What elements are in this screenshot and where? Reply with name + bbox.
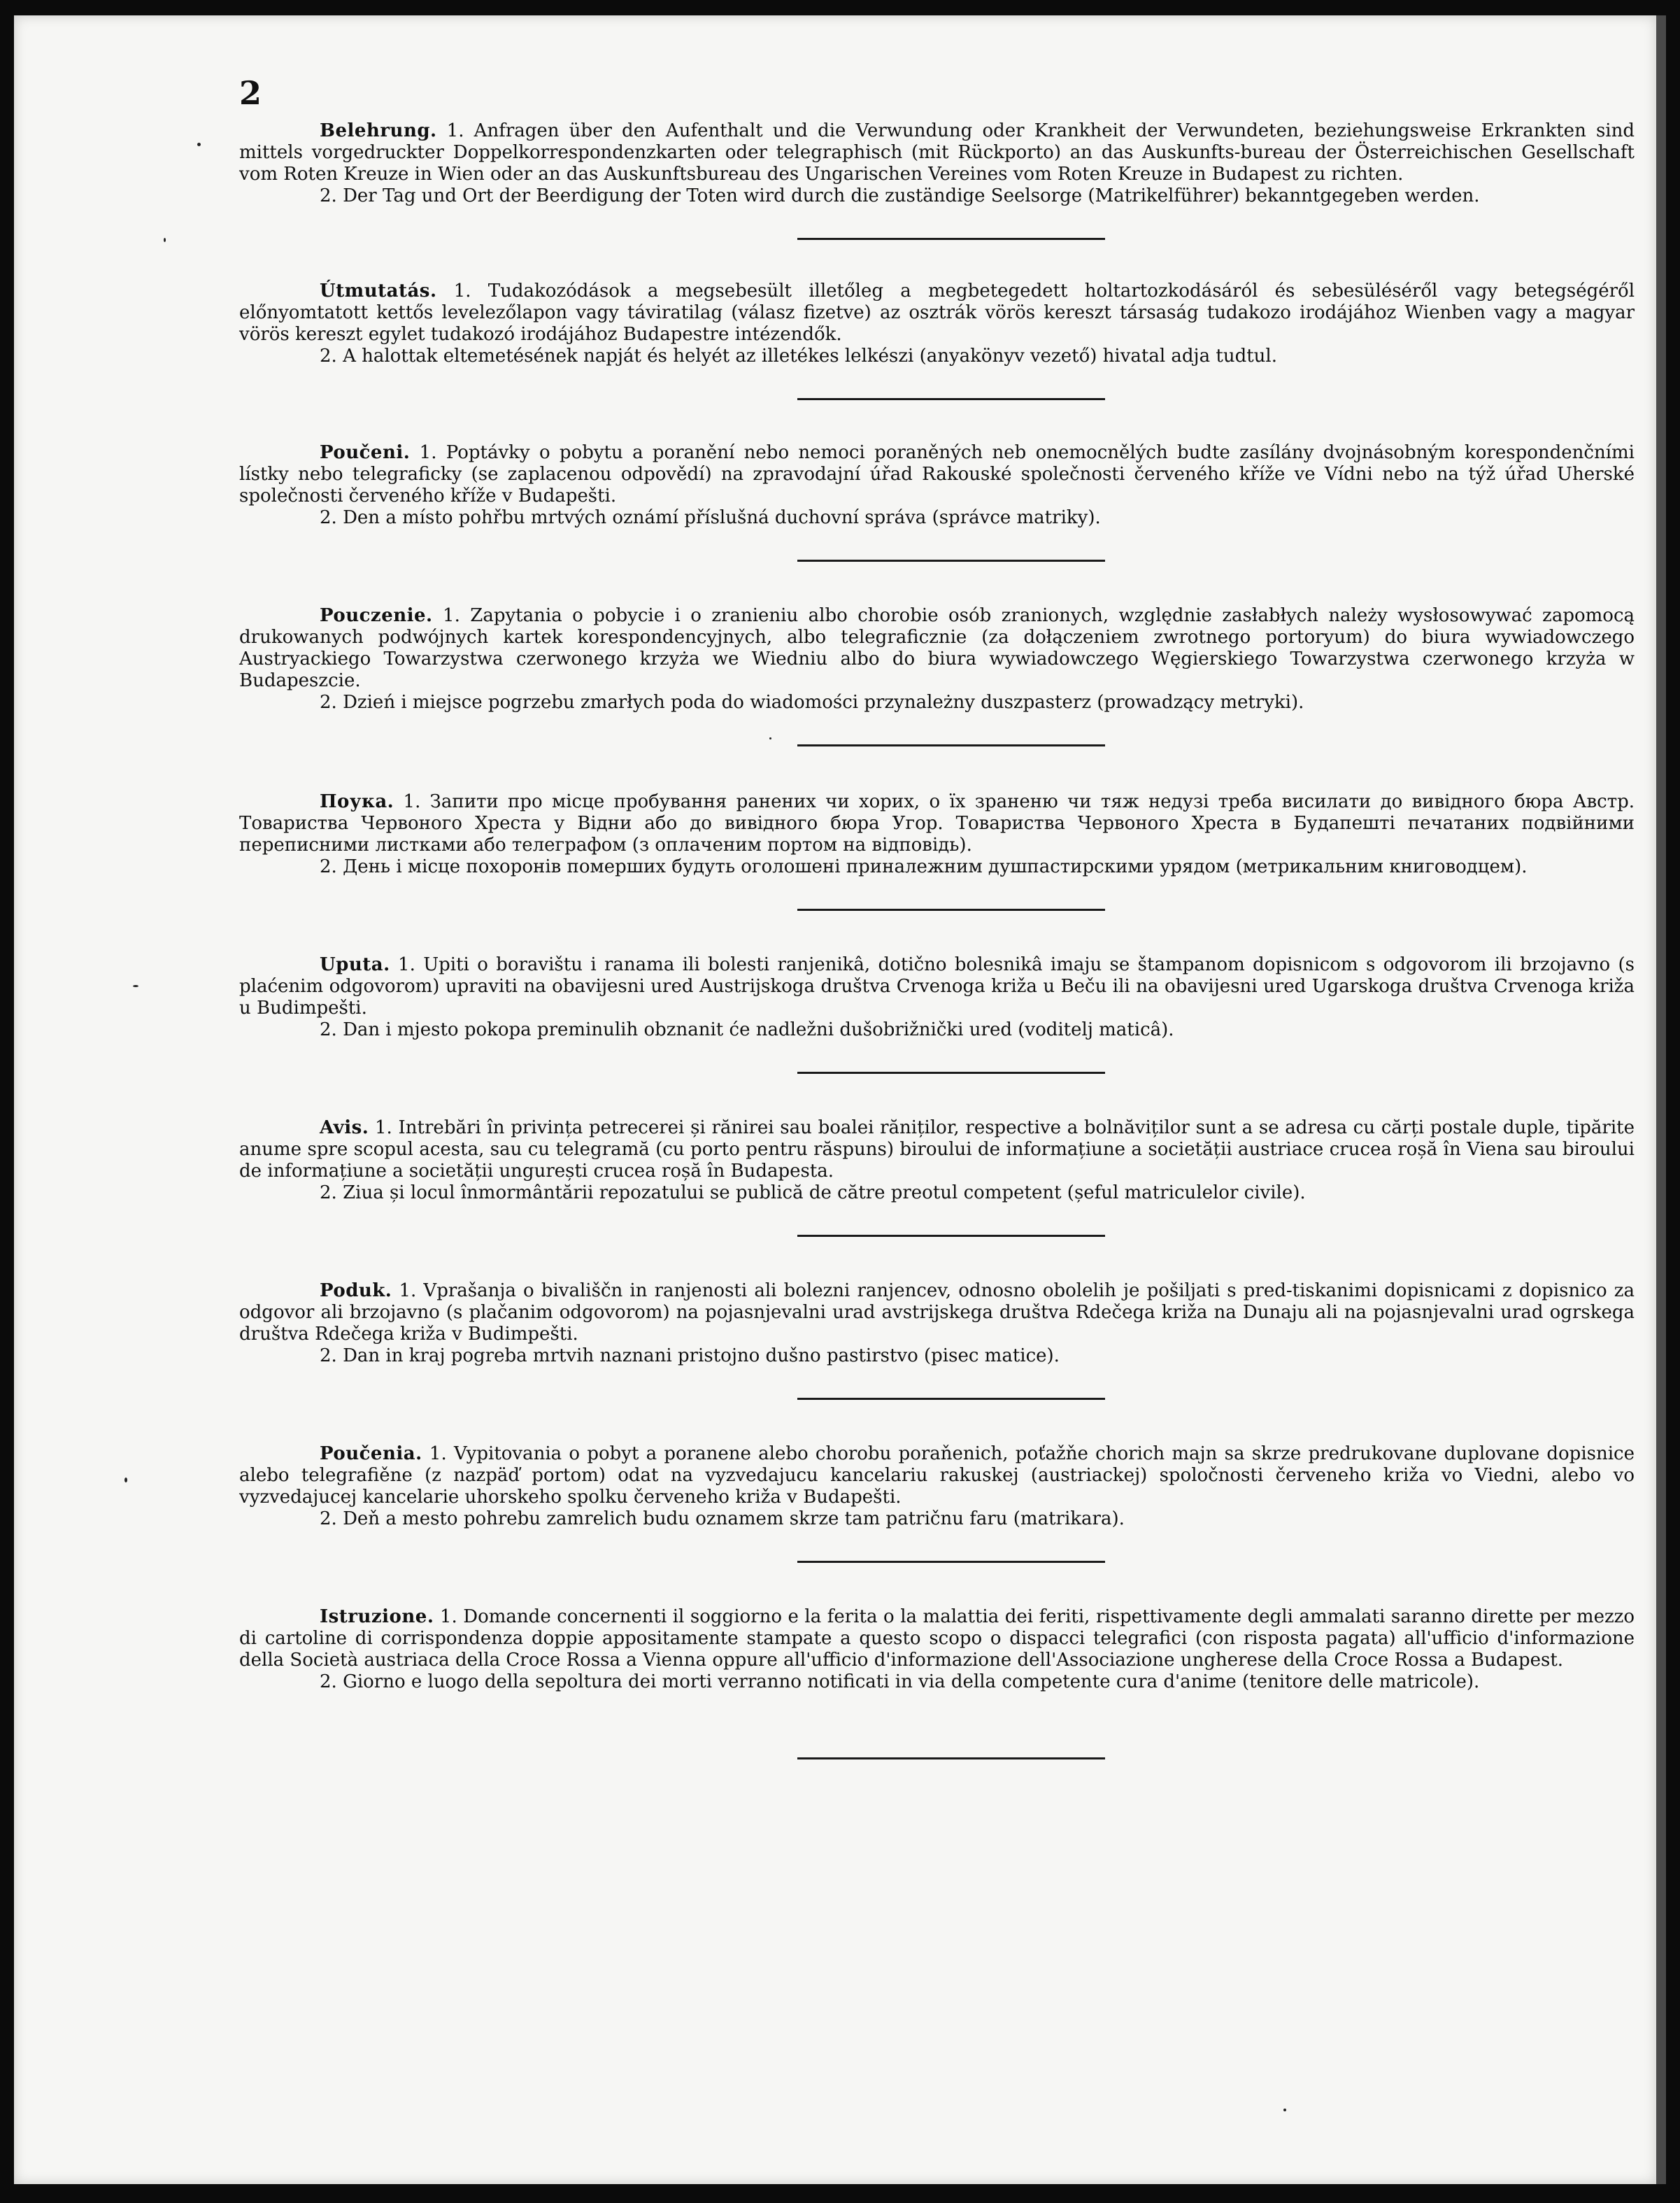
scan-speck — [769, 737, 771, 739]
section-german — [239, 120, 1635, 240]
section-item-1: 1. Vypitovania o pobyt a poranene alebo chorobu poraňenich, poťažňe chorich majn sa skrze predrukovane duplovane dopisnice alebo telegrafiěne (z nazpäď portom) odat na vyzvedajucu kancelariu rakuskej (austriackej) spoločnosti červeneho križa vo Viedni, alebo vo vyzvedajucej kancelarie uhorskeho spolku červeneho križa v Budapešti. — [239, 1443, 1635, 1508]
section-item-2: 2. Dan i mjesto pokopa preminulih obznanit će nadležni dušobrižnički ured (voditelj maticâ). — [320, 1019, 1174, 1040]
section-hungarian — [239, 281, 1635, 400]
document-page — [14, 15, 1666, 2184]
section-item-1: 1. Vprašanja o bivališčn in ranjenosti ali bolezni ranjencev, odnosno obolelih je pošiljati s pred-tiskanimi dopisnicami z dopisnico za odgovor ali brzojavno (s plačanim odgovorom) na pojasnjevalni urad avstrijskega društva Rdečega križa na Dunaju ali na pojasnjevalni urad ogrskega društva Rdečega križa v Budimpešti. — [239, 1280, 1635, 1345]
section-divider — [797, 909, 1105, 911]
section-divider — [797, 1398, 1105, 1400]
section-divider — [797, 398, 1105, 400]
section-item-2: 2. Dan in kraj pogreba mrtvih naznani pristojno dušno pastirstvo (pisec matice). — [320, 1345, 1060, 1366]
section-romanian — [239, 1117, 1635, 1237]
section-heading: Poučenia. — [320, 1443, 422, 1464]
section-heading: Avis. — [320, 1117, 369, 1138]
scan-speck — [133, 985, 138, 987]
scan-speck — [1283, 2109, 1286, 2111]
section-item-1: 1. Intrebări în privința petrecerei și rănirei sau boalei răniților, respective a bolnăviților sunt a se adresa cu cărți postale duple, tipărite anume spre scopul acesta, sau cu telegramă (cu porto pentru răspuns) biroului de informațiune a societății austriace crucea roșă în Viena sau biroului de informațiune a societății ungurești crucea roșă în Budapesta. — [239, 1117, 1635, 1182]
section-divider — [797, 1235, 1105, 1237]
section-polish — [239, 605, 1635, 746]
section-croatian — [239, 954, 1635, 1074]
section-divider — [797, 560, 1105, 562]
section-item-1: 1. Poptávky o pobytu a poranění nebo nemoci poraněných neb onemocnělých budte zasílány dvojnásobným korespondenčními lístky nebo telegraficky (se zaplacenou odpovědí) na zpravodajní úřad Rakouské společnosti červeného kříže ve Vídni nebo na týž úřad Uherské společnosti červeného kříže v Budapešti. — [239, 442, 1635, 507]
section-heading: Pouczenie. — [320, 605, 433, 626]
section-item-1: 1. Upiti o boravištu i ranama ili bolesti ranjenikâ, dotično bolesnikâ imaju se štampanom dopisnicom s odgovorom ili brzojavno (s plaćenim odgovorom) upraviti na obavijesni ured Austrijskoga društva Crvenoga križa u Beču ili na obavijesni ured Ugarskoga društva Crvenoga križa u Budimpešti. — [239, 954, 1635, 1019]
section-italian — [239, 1606, 1635, 1759]
scan-speck — [197, 143, 201, 146]
section-heading: Istruzione. — [320, 1606, 434, 1627]
section-item-1: 1. Запити про місце пробування ранених чи хорих, о їх зраненю чи тяж недузі треба висилати до вивідного бюра Австр. Товариства Червоного Хреста у Відни або до вивідного бюра Угор. Товариства Червоного Хреста в Будапешті печатаних подвійними переписними листками або телеграфом (з оплаченим портом на відповідь). — [239, 791, 1635, 856]
section-czech — [239, 442, 1635, 562]
section-item-1: 1. Domande concernenti il soggiorno e la ferita o la malattia dei feriti, rispettivamente degli ammalati saranno dirette per mezzo di cartoline di corrispondenza doppie appositamente stampate a questo scopo o dispacci telegrafici (con risposta pagata) all'ufficio d'informazione della Società austriaca della Croce Rossa a Vienna oppure all'ufficio d'informazione dell'Associazione ungherese della Croce Rossa a Budapest. — [239, 1606, 1635, 1671]
section-divider — [797, 1757, 1105, 1759]
section-heading: Belehrung. — [320, 120, 437, 141]
section-item-2: 2. Der Tag und Ort der Beerdigung der Toten wird durch die zuständige Seelsorge (Matrikelführer) bekanntgegeben werden. — [320, 185, 1480, 206]
section-item-2: 2. Ziua și locul înmormântării repozatului se publică de către preotul competent (șeful matriculelor civile). — [320, 1182, 1306, 1203]
section-heading: Poduk. — [320, 1280, 392, 1301]
section-item-1: 1. Tudakozódások a megsebesült illetőleg a megbetegedett holtartozkodásáról és sebesüléséről vagy betegségéről előnyomtatott kettős levelezőlapon vagy táviratilag (válasz fizetve) az osztrák vörös kereszt társaság tudakozo irodájához Wienben vagy a magyar vörös kereszt egylet tudakozó irodájához Budapestre intézendők. — [239, 281, 1635, 345]
section-divider — [797, 238, 1105, 240]
scan-speck — [164, 238, 166, 242]
section-heading: Uputa. — [320, 954, 390, 975]
section-heading: Поука. — [320, 791, 394, 812]
section-slovene — [239, 1280, 1635, 1400]
section-item-2: 2. Deň a mesto pohrebu zamrelich budu oznamem skrze tam patričnu faru (matrikara). — [320, 1508, 1125, 1529]
section-item-1: 1. Anfragen über den Aufenthalt und die Verwundung oder Krankheit der Verwundeten, beziehungsweise Erkrankten sind mittels vorgedruckter Doppelkorrespondenzkarten oder telegraphisch (mit Rückporto) an das Auskunfts-bureau der Österreichischen Gesellschaft vom Roten Kreuze in Wien oder an das Auskunftsbureau des Ungarischen Vereines vom Roten Kreuze in Budapest zu richten. — [239, 120, 1635, 185]
section-item-2: 2. Dzień i miejsce pogrzebu zmarłych poda do wiadomości przynależny duszpasterz (prowadzący metryki). — [320, 692, 1304, 713]
section-slovak — [239, 1443, 1635, 1563]
section-heading: Útmutatás. — [320, 281, 437, 302]
section-item-2: 2. Den a místo pohřbu mrtvých oznámí příslušná duchovní správa (správce matriky). — [320, 507, 1101, 528]
section-item-2: 2. Giorno e luogo della sepoltura dei morti verranno notificati in via della competente cura d'anime (tenitore delle matricole). — [320, 1671, 1480, 1692]
document-body — [239, 120, 1635, 1759]
section-heading: Poučeni. — [320, 442, 411, 463]
section-divider — [797, 1072, 1105, 1074]
section-ukrainian — [239, 791, 1635, 911]
section-divider — [797, 744, 1105, 746]
section-divider — [797, 1561, 1105, 1563]
scan-speck — [124, 1478, 127, 1482]
section-item-2: 2. День і місце похоронів померших будуть оголошені приналежним душпастирскими урядом (метрикальним книговодцем). — [320, 856, 1528, 877]
section-item-1: 1. Zapytania o pobycie i o zranieniu albo chorobie osób zranionych, względnie zasłabłych należy wysłosowywać zapomocą drukowanych podwójnych kartek korespondencyjnych, albo telegraficznie (za dołączeniem zwrotnego portoryum) do biura wywiadowczego Austryackiego Towarzystwa czerwonego krzyża we Wiedniu albo do biura wywiadowczego Węgierskiego Towarzystwa czerwonego krzyża w Budapeszcie. — [239, 605, 1635, 691]
section-item-2: 2. A halottak eltemetésének napját és helyét az illetékes lelkészi (anyakönyv vezető) hivatal adja tudtul. — [320, 346, 1277, 367]
page-number: 2 — [239, 74, 262, 112]
